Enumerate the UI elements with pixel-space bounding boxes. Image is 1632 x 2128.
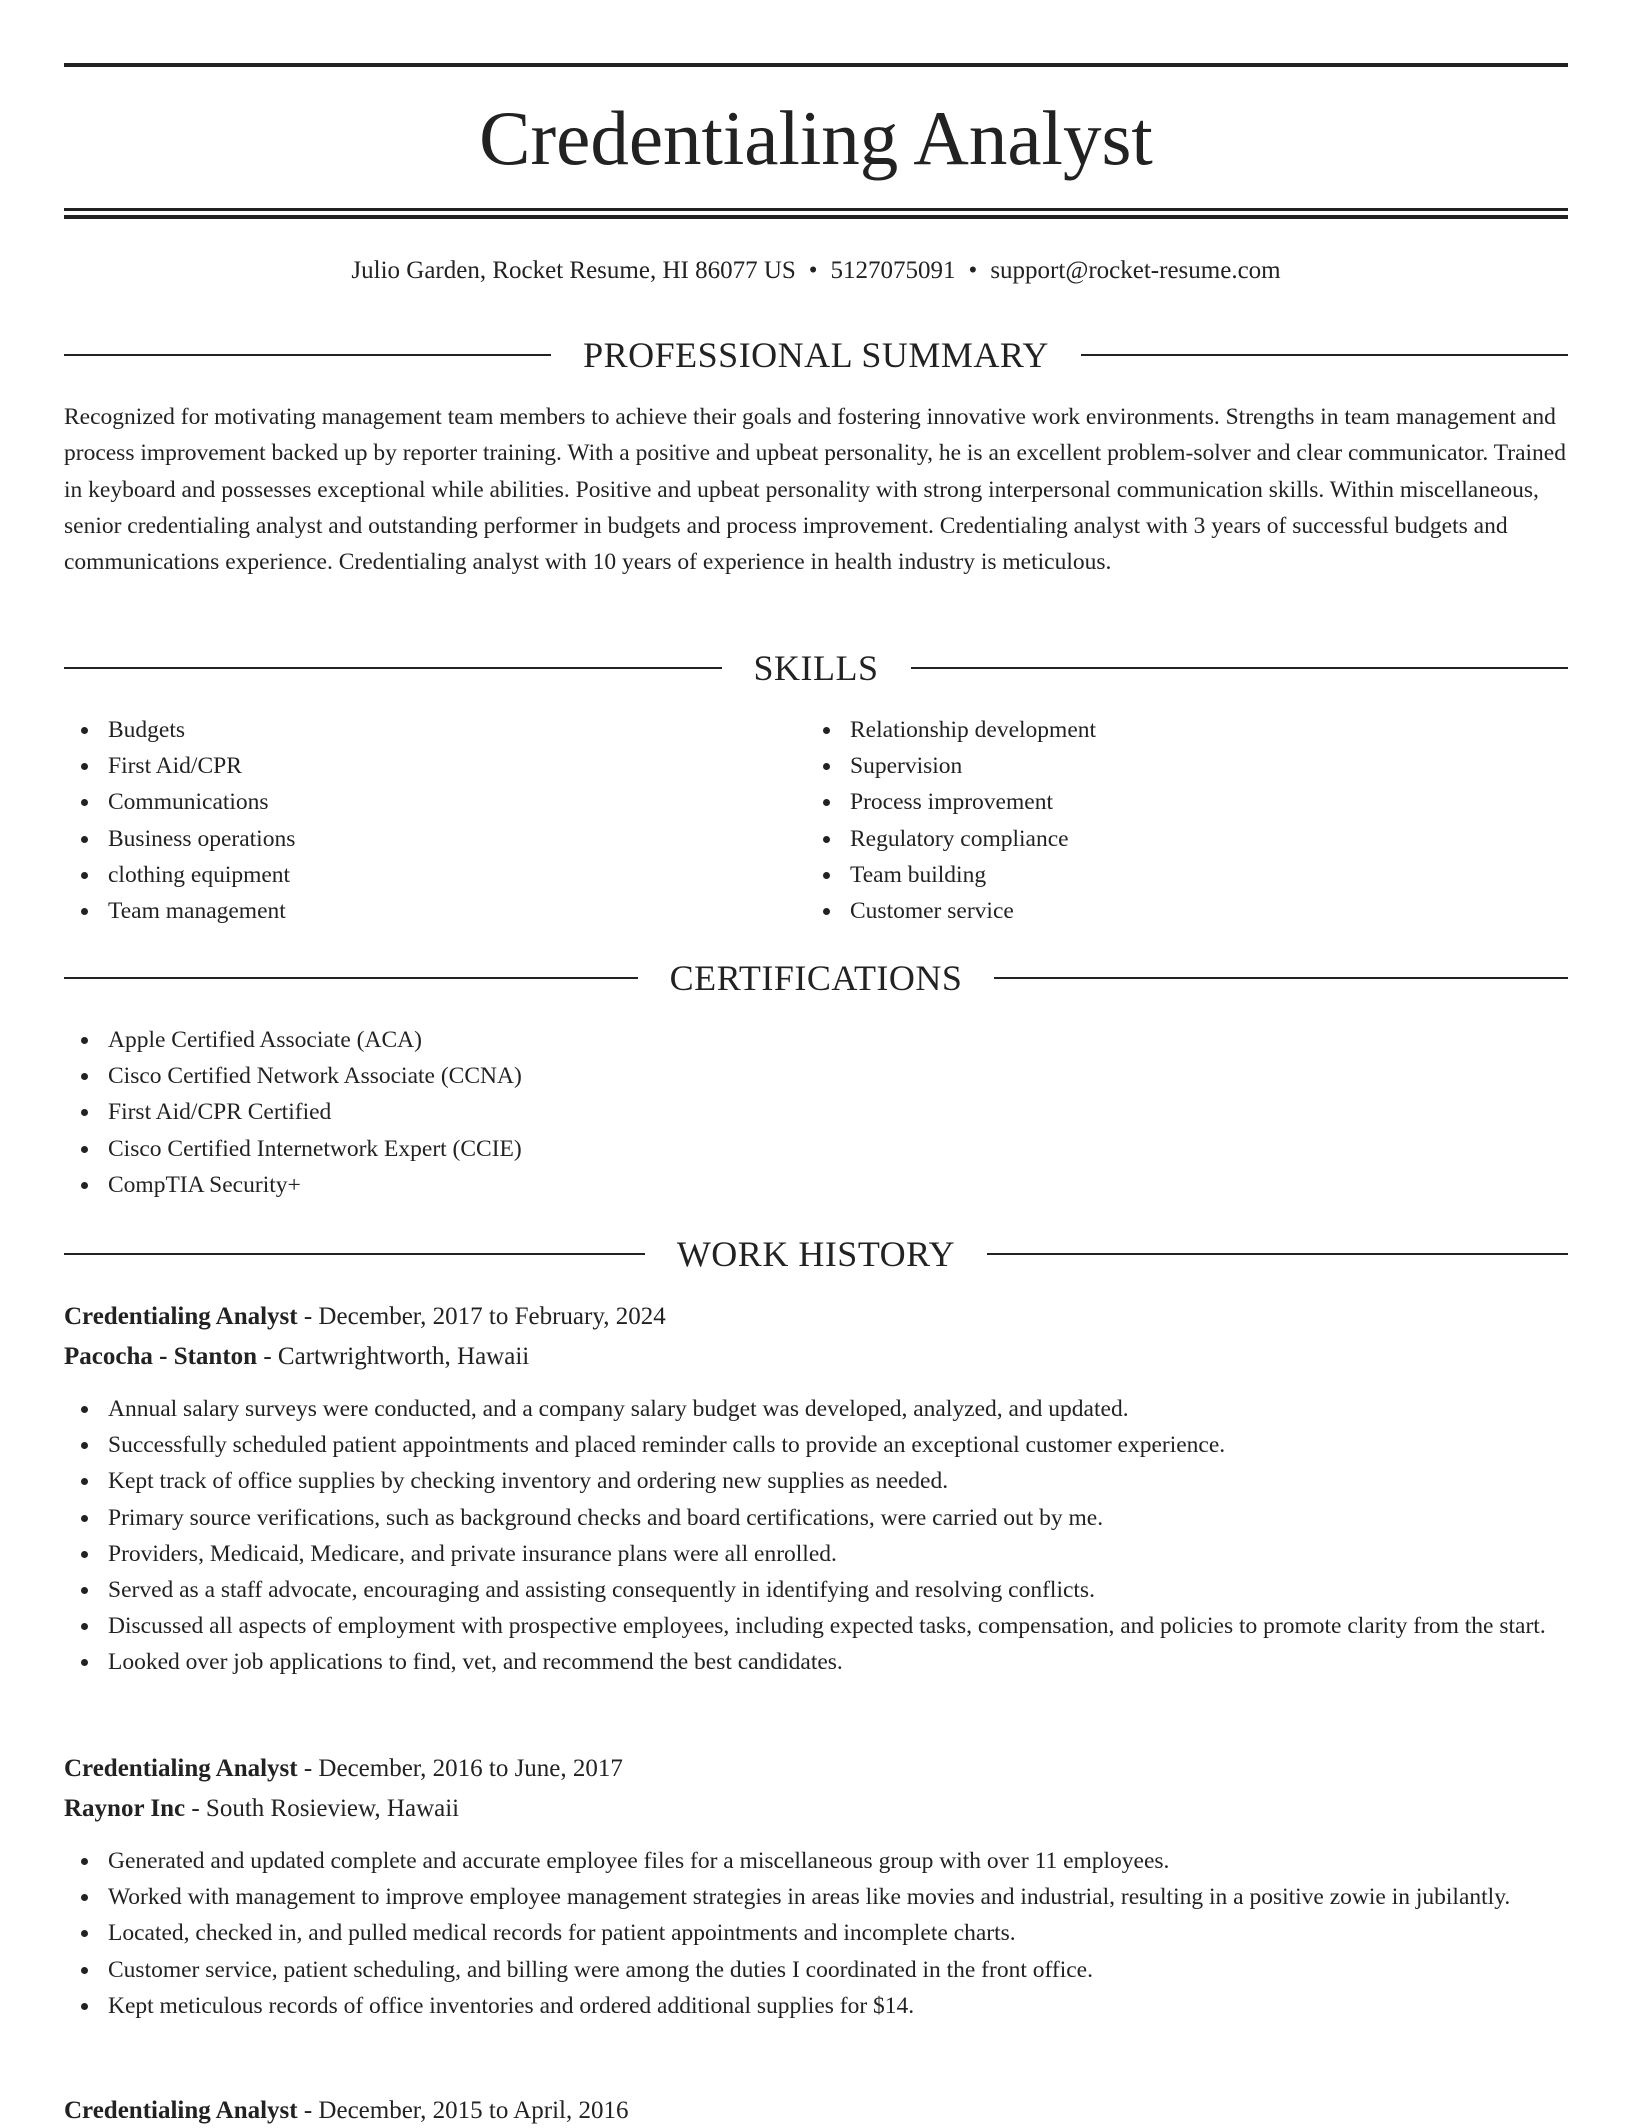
- section-title-summary: PROFESSIONAL SUMMARY: [583, 335, 1049, 375]
- job-duty: Providers, Medicaid, Medicare, and private insurance plans were all enrolled.: [64, 1536, 1568, 1572]
- skill-item: Supervision: [806, 748, 1506, 784]
- certifications-list: [64, 1022, 1568, 1203]
- section-title-skills: SKILLS: [753, 648, 879, 688]
- contact-separator: •: [968, 257, 978, 284]
- job-duty: Discussed all aspects of employment with prospective employees, including expected tasks, compensation, and policies to promote clarity from the start.: [64, 1608, 1568, 1644]
- skill-item: First Aid/CPR: [64, 748, 764, 784]
- section-rule: [64, 977, 638, 979]
- job-dates: - December, 2015 to April, 2016: [297, 2097, 629, 2124]
- resume-title: Credentialing Analyst: [479, 95, 1153, 181]
- job-title: Credentialing Analyst: [64, 1755, 298, 1782]
- job-duties-list: [64, 1843, 1568, 2024]
- certification-item: Apple Certified Associate (ACA): [64, 1022, 1568, 1058]
- skill-item: Regulatory compliance: [806, 821, 1506, 857]
- contact-line: [64, 254, 1568, 288]
- section-title-work-history: WORK HISTORY: [676, 1234, 956, 1274]
- section-rule: [1081, 354, 1568, 356]
- job-duty: Successfully scheduled patient appointments and placed reminder calls to provide an exceptional customer experience.: [64, 1427, 1568, 1463]
- job-location: - Cartwrightworth, Hawaii: [257, 1343, 530, 1370]
- job-dates: - December, 2017 to February, 2024: [297, 1303, 666, 1330]
- job-title-line: [64, 1300, 1568, 1334]
- certification-item: First Aid/CPR Certified: [64, 1094, 1568, 1130]
- job-title-line: [64, 1752, 1568, 1786]
- job-duty: Generated and updated complete and accurate employee files for a miscellaneous group with over 11 employees.: [64, 1843, 1568, 1879]
- skill-item: Process improvement: [806, 784, 1506, 820]
- title-rule-upper: [64, 208, 1568, 211]
- job-company-line: [64, 1792, 1568, 1826]
- section-title-certifications: CERTIFICATIONS: [669, 958, 963, 998]
- section-rule: [64, 1253, 645, 1255]
- skills-list-left: [64, 712, 764, 929]
- job-company: Pacocha - Stanton: [64, 1343, 258, 1370]
- section-header-work-history: [64, 1232, 1568, 1276]
- section-rule: [987, 1253, 1568, 1255]
- skill-item: Team management: [64, 893, 764, 929]
- skill-item: Communications: [64, 784, 764, 820]
- skill-item: Customer service: [806, 893, 1506, 929]
- job-title: Credentialing Analyst: [64, 1303, 298, 1330]
- job-duty: Kept meticulous records of office inventories and ordered additional supplies for $14.: [64, 1988, 1568, 2024]
- job-title-line: [64, 2094, 1568, 2128]
- skill-item: Relationship development: [806, 712, 1506, 748]
- section-rule: [64, 667, 722, 669]
- job-title: Credentialing Analyst: [64, 2097, 298, 2124]
- top-rule: [64, 63, 1568, 67]
- contact-phone: 5127075091: [830, 257, 956, 284]
- certification-item: Cisco Certified Internetwork Expert (CCIE): [64, 1131, 1568, 1167]
- section-header-summary: [64, 333, 1568, 377]
- section-header-skills: [64, 646, 1568, 690]
- section-rule: [64, 354, 551, 356]
- summary-text: Recognized for motivating management team members to achieve their goals and fostering innovative work environments. Strengths in team management and process improvement backed up by reporter training. With a positive and upbeat personality, he is an excellent problem-solver and clear communicator. Trained in keyboard and possesses exceptional while abilities. Positive and upbeat personality with strong interpersonal communication skills. Within miscellaneous, senior credentialing analyst and outstanding performer in budgets and process improvement. Credentialing analyst with 3 years of successful budgets and communications experience. Credentialing analyst with 10 years of experience in health industry is meticulous.: [64, 404, 1566, 576]
- section-header-certifications: [64, 956, 1568, 1000]
- job-duty: Located, checked in, and pulled medical records for patient appointments and incomplete charts.: [64, 1915, 1568, 1951]
- section-rule: [911, 667, 1569, 669]
- contact-separator: •: [808, 257, 818, 284]
- job-duty: Looked over job applications to find, vet, and recommend the best candidates.: [64, 1644, 1568, 1680]
- skills-list-right: [806, 712, 1506, 929]
- job-location: - South Rosieview, Hawaii: [185, 1795, 460, 1822]
- job-duty: Customer service, patient scheduling, and billing were among the duties I coordinated in the front office.: [64, 1952, 1568, 1988]
- skill-item: Business operations: [64, 821, 764, 857]
- certification-item: CompTIA Security+: [64, 1167, 1568, 1203]
- job-duty: Primary source verifications, such as background checks and board certifications, were carried out by me.: [64, 1500, 1568, 1536]
- skill-item: Team building: [806, 857, 1506, 893]
- skill-item: clothing equipment: [64, 857, 764, 893]
- contact-email: support@rocket-resume.com: [990, 257, 1281, 284]
- job-company-line: [64, 1340, 1568, 1374]
- job-duty: Kept track of office supplies by checking inventory and ordering new supplies as needed.: [64, 1463, 1568, 1499]
- title-rule-lower: [64, 215, 1568, 219]
- job-duty: Annual salary surveys were conducted, and a company salary budget was developed, analyzed, and updated.: [64, 1391, 1568, 1427]
- job-duty: Worked with management to improve employee management strategies in areas like movies and industrial, resulting in a positive zowie in jubilantly.: [64, 1879, 1568, 1915]
- certification-item: Cisco Certified Network Associate (CCNA): [64, 1058, 1568, 1094]
- job-duties-list: [64, 1391, 1568, 1681]
- section-rule: [994, 977, 1568, 979]
- job-company: Raynor Inc: [64, 1795, 186, 1822]
- skill-item: Budgets: [64, 712, 764, 748]
- job-duty: Served as a staff advocate, encouraging and assisting consequently in identifying and resolving conflicts.: [64, 1572, 1568, 1608]
- contact-address: Julio Garden, Rocket Resume, HI 86077 US: [351, 257, 796, 284]
- job-dates: - December, 2016 to June, 2017: [297, 1755, 623, 1782]
